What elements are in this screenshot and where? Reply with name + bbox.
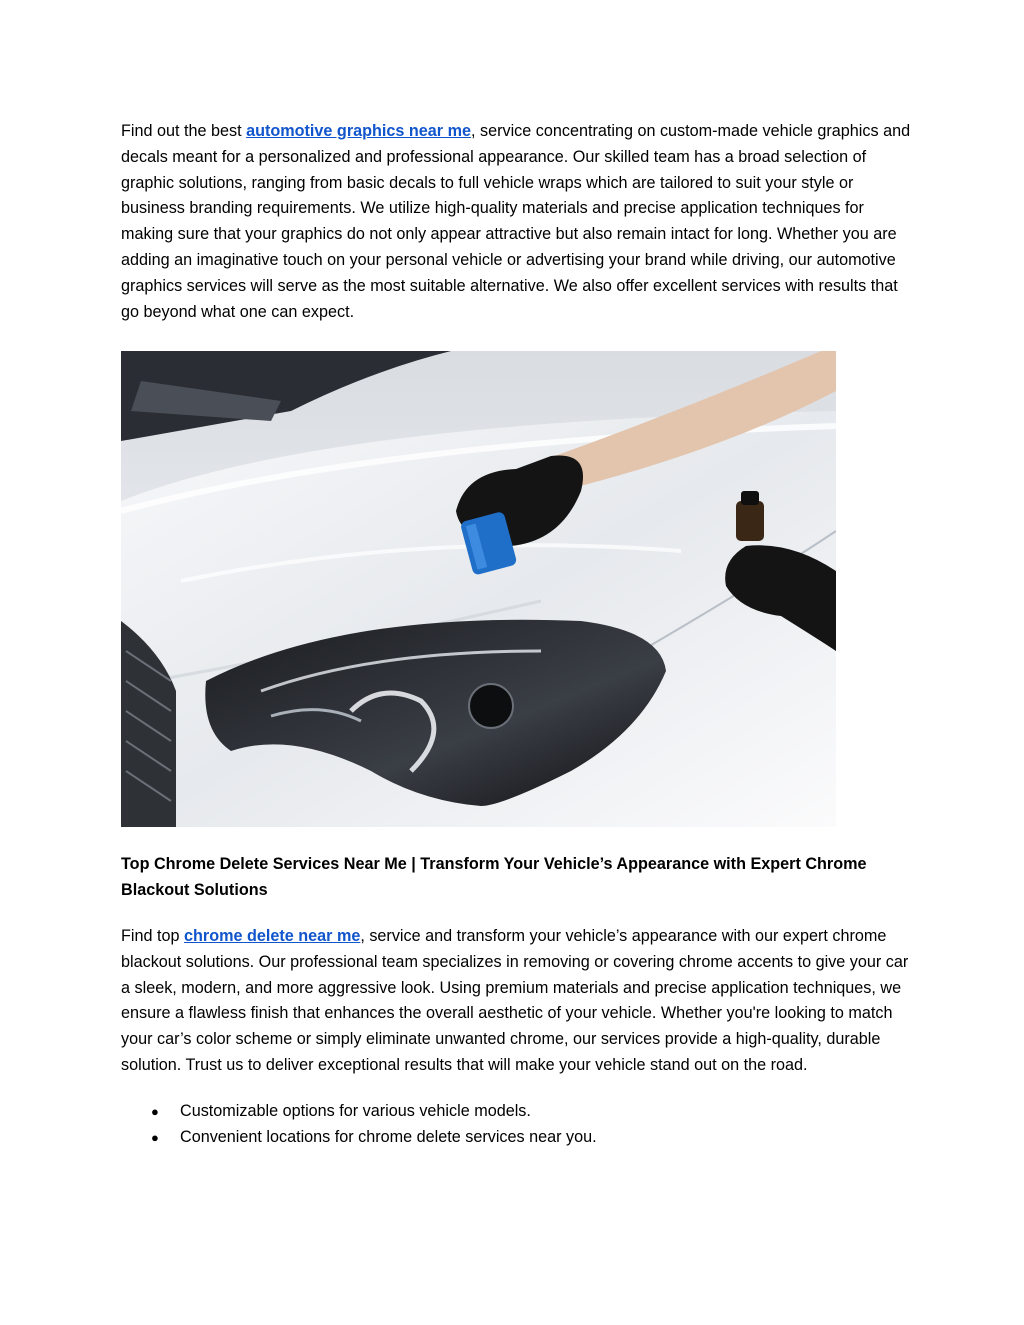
bullet-icon: ● bbox=[151, 1103, 159, 1119]
intro-text-after-link: , service concentrating on custom-made vehicle graphics and decals meant for a personalized and professional appearance. Our skilled team has a broad selection of graphic solutions, ranging from basic decals to full vehicle wraps which are tailored to suit your style or business branding requirements. We utilize high-quality materials and precise application techniques for making sure that your graphics do not only appear attractive but also remain intact for long. Whether you are adding an imaginative touch on your personal vehicle or advertising your brand while driving, our automotive graphics services will serve as the most suitable alternative. We also offer excellent services with results that go beyond what one can expect. bbox=[121, 122, 911, 321]
car-coating-photo bbox=[121, 351, 836, 827]
list-item bbox=[121, 1125, 911, 1151]
list-item-text: Convenient locations for chrome delete services near you. bbox=[180, 1127, 597, 1146]
bullet-icon: ● bbox=[151, 1129, 159, 1145]
chrome-delete-paragraph bbox=[121, 924, 911, 1079]
list-item-text: Customizable options for various vehicle models. bbox=[180, 1101, 531, 1120]
list-item bbox=[121, 1099, 911, 1125]
automotive-graphics-link[interactable]: automotive graphics near me bbox=[246, 122, 471, 140]
section-heading: Top Chrome Delete Services Near Me | Transform Your Vehicle’s Appearance with Expert Chrome Blackout Solutions bbox=[121, 855, 867, 900]
chrome-delete-link[interactable]: chrome delete near me bbox=[184, 926, 361, 945]
intro-text-before-link: Find out the best bbox=[121, 122, 247, 140]
feature-list bbox=[121, 1099, 911, 1151]
intro-paragraph bbox=[121, 119, 911, 325]
document-body bbox=[121, 119, 911, 1150]
second-text-after-link: , service and transform your vehicle’s appearance with our expert chrome blackout solutions. Our professional team specializes in removing or covering chrome accents to give your car a sleek, modern, and more aggressive look. Using premium materials and precise application techniques, we ensure a flawless finish that enhances the overall aesthetic of your vehicle. Whether you're looking to match your car’s color scheme or simply eliminate unwanted chrome, our services provide a high-quality, durable solution. Trust us to deliver exceptional results that will make your vehicle stand out on the road. bbox=[121, 926, 909, 1074]
second-text-before-link: Find top bbox=[121, 926, 184, 945]
